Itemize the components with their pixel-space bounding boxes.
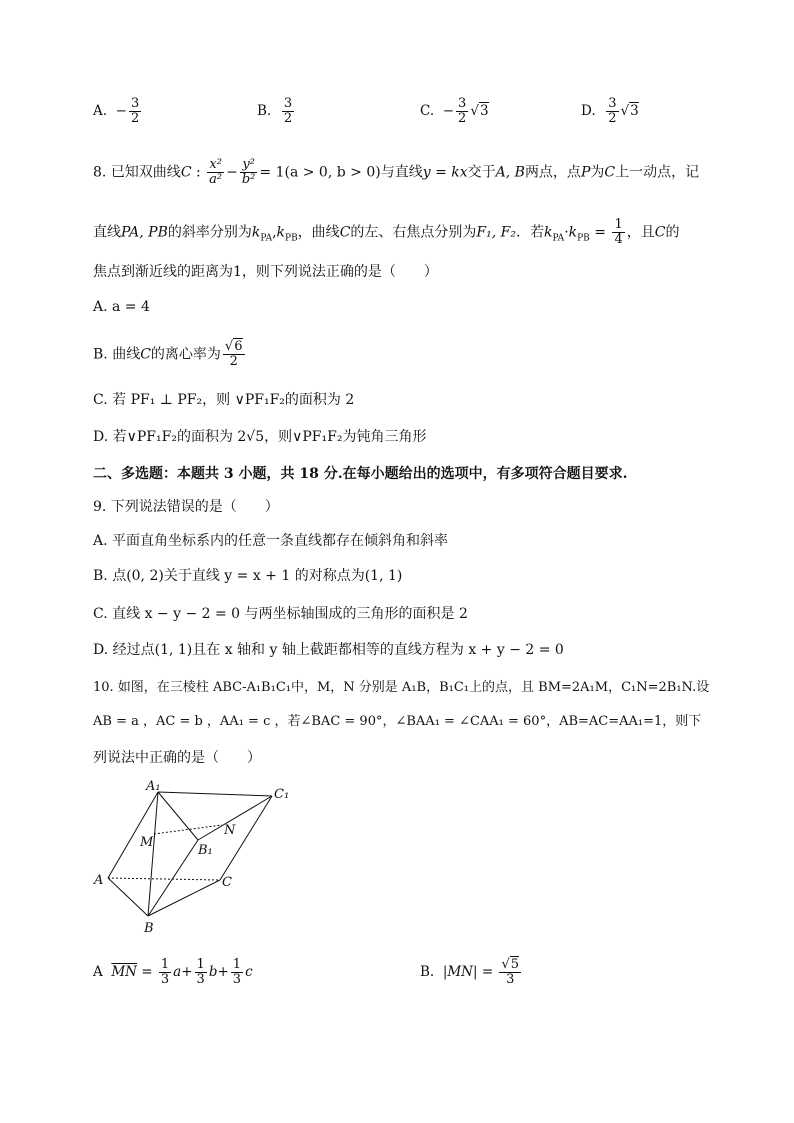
q10-stem-line3: 列说法中正确的是（ ） [93,750,261,766]
edge-c1c [220,796,272,880]
section-heading-multiple-choice: 二、多选题：本题共 3 小题，共 18 分.在每小题给出的选项中，有多项符合题目要求. [93,466,628,482]
q8-stem-line3: 焦点到渐近线的距离为1，则下列说法正确的是（ ） [93,264,438,280]
q8-stem-line2: 直线PA, PB的斜率分别为$k_{PA},k_{PB}$，曲线C的左、右焦点分别为F₁, F₂．若$k_{PA}\cdot k_{PB}$ = $\frac{1}{4}$ ，且C的 [93,217,680,247]
edge-b1b [148,840,198,916]
q8-stem-line1: 8. 已知双曲线C : $\frac{\text{x²}}{\text{a²}}$ − $\frac{\text{y²}}{\text{b²}}$ = 1(a > 0, b > 0)与直线y = kx交于A, B两点，点P为C上一动点，记 [93,157,700,187]
edge-a1b1 [158,792,198,840]
label-a: A [94,873,104,888]
q8-option-d: D. 若∨PF₁F₂的面积为 2√5，则∨PF₁F₂为钝角三角形 [93,429,427,445]
q10-stem-line1: 10. 如图，在三棱柱 ABC-A₁B₁C₁中，M，N 分别是 A₁B，B₁C₁上的点，且 BM=2A₁M，C₁N=2B₁N.设 [93,680,710,695]
q10-stem-line2: AB = a ，AC = b ，AA₁ = c ，若∠BAC = 90°，∠BAA₁ = ∠CAA₁ = 60°，AB=AC=AA₁=1，则下 [93,714,702,729]
q8-option-b: B. 曲线C的离心率为 $\frac{√6}{2}$ [93,339,243,369]
segment-mn [154,825,222,834]
q7-option-d: D. $\frac{3}{2}$ √3 [581,96,639,126]
edge-ac-hidden [108,878,220,880]
edge-ab [108,878,148,916]
edge-bc [148,880,220,916]
q9-stem: 9. 下列说法错误的是（ ） [93,499,279,515]
label-b1: B₁ [198,843,213,858]
label-c: C [222,875,232,890]
q9-option-a: A. 平面直角坐标系内的任意一条直线都存在倾斜角和斜率 [93,533,449,549]
label-c1: C₁ [274,787,290,802]
q7-option-c: C. − $\frac{3}{2}$ √3 [420,96,489,126]
q8-option-c: C. 若 PF₁ ⊥ PF₂，则 ∨PF₁F₂的面积为 2 [93,392,355,408]
q7-option-a: A. − $\frac{3}{2}$ [93,96,140,126]
q9-option-b: B. 点(0, 2)关于直线 y = x + 1 的对称点为(1, 1) [93,568,403,584]
label-n: N [224,823,236,838]
q7-option-b: B. $\frac{3}{2}$ [257,96,293,126]
q8-option-a: A. a = 4 [93,299,150,315]
q9-option-d: D. 经过点(1, 1)且在 x 轴和 y 轴上截距都相等的直线方程为 x + y − 2 = 0 [93,642,564,658]
q10-option-a: A $\overline{MN}$ = $\frac{1}{3}$ a+ $\frac{1}{3}$ b+ $\frac{1}{3}$ c [93,957,253,987]
edge-a1b [148,792,158,916]
q9-option-c: C. 直线 x − y − 2 = 0 与两坐标轴围成的三角形的面积是 2 [93,606,468,622]
label-m: M [140,835,154,850]
q10-option-b: B. |MN| = $\frac{√5}{3}$ [420,957,520,987]
prism-figure [90,778,300,938]
label-b: B [144,921,154,936]
edge-a1c1 [158,792,272,796]
label-a1: A₁ [146,779,161,794]
